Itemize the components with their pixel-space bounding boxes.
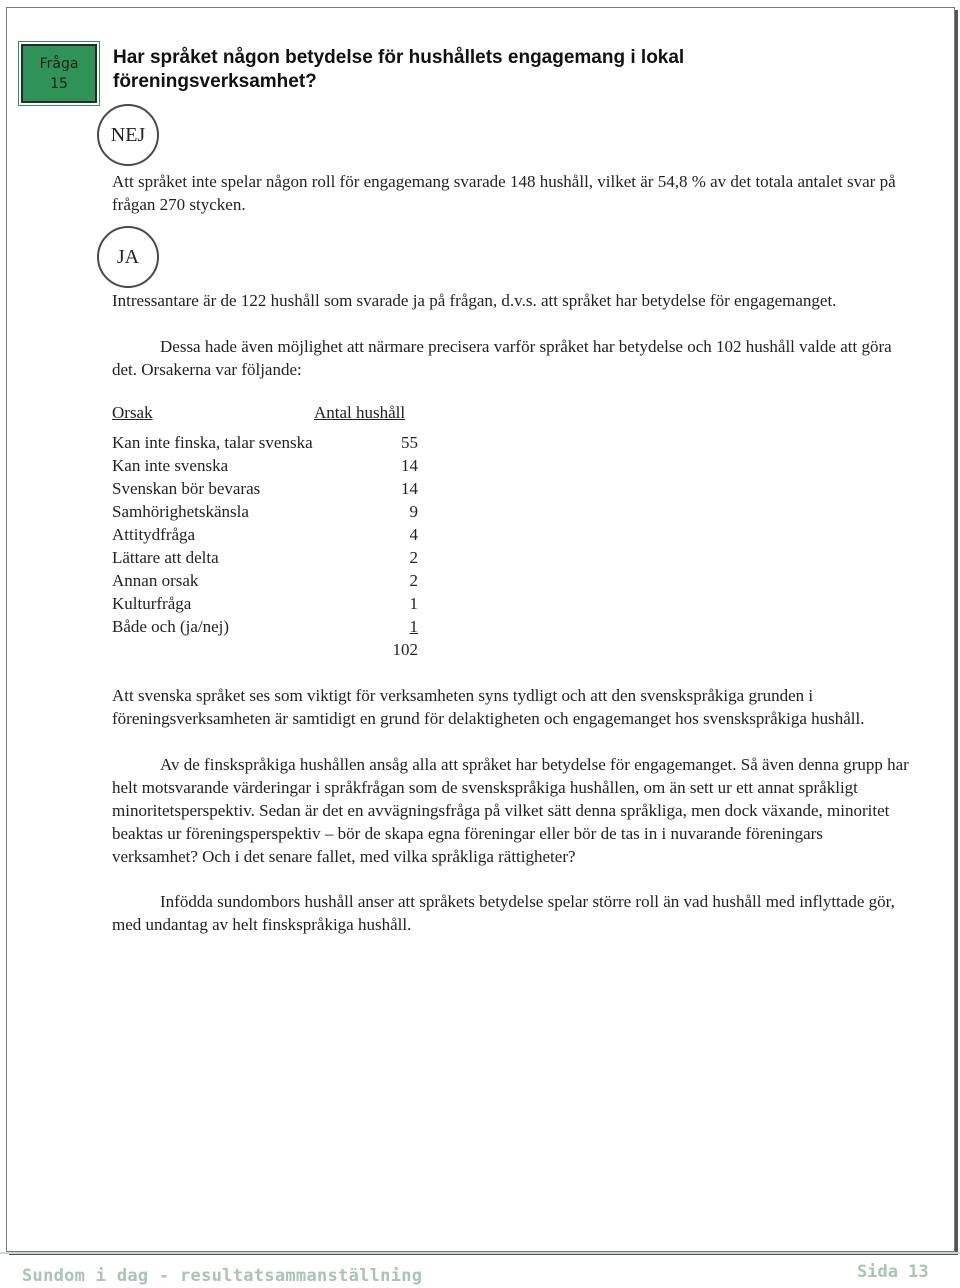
conclusion-paragraph-3: Infödda sundombors hushåll anser att språkets betydelse spelar större roll än vad hushåll med inflyttade gör, med undantag av helt finskspråkiga hushåll.: [112, 892, 895, 934]
conclusion-paragraph-1: Att svenska språket ses som viktigt för verksamheten syns tydligt och att den svenskspråkiga grunden i föreningsverksamheten är samtidigt en grund för delaktigheten och engagemanget hos svenskspråkiga hushåll.: [112, 686, 865, 728]
table-row: [112, 594, 418, 617]
row-reason: Lättare att delta: [112, 548, 219, 567]
row-reason: Kan inte finska, talar svenska: [112, 433, 313, 452]
row-reason: Kan inte svenska: [112, 456, 229, 475]
footer-divider: [0, 1252, 960, 1254]
badge-number: 15: [50, 76, 68, 92]
nej-label: NEJ: [110, 123, 146, 146]
table-row: [112, 617, 418, 640]
table-total-row: [112, 640, 418, 663]
footer-title: Sundom i dag - resultatsammanställning: [22, 1266, 423, 1286]
nej-text: Att språket inte spelar någon roll för engagemang svarade 148 hushåll, vilket är 54,8 % av det totala antalet svar på frågan 270 stycken.: [112, 172, 896, 214]
header-count: Antal hushåll: [314, 403, 406, 422]
table-row: [112, 525, 418, 548]
table-row: [112, 502, 418, 525]
row-count: 14: [401, 456, 418, 475]
row-count: 1: [409, 594, 418, 613]
table-row: [112, 548, 418, 571]
ja-text-1: Intressantare är de 122 hushåll som svarade ja på frågan, d.v.s. att språket har betydelse för engagemanget.: [112, 291, 837, 310]
table-total: 102: [392, 640, 418, 659]
question-badge: [21, 44, 97, 103]
row-reason: Annan orsak: [112, 571, 199, 590]
badge-label: Fråga: [39, 56, 79, 72]
ja-text-2: Dessa hade även möjlighet att närmare precisera varför språket har betydelse och 102 hushåll valde att göra det. Orsakerna var följande:: [112, 337, 892, 379]
table-header: [112, 403, 418, 427]
ja-label: JA: [116, 245, 140, 268]
nej-circle: [97, 104, 159, 166]
row-count: 2: [409, 548, 418, 567]
row-reason: Samhörighetskänsla: [112, 502, 249, 521]
table-row: [112, 571, 418, 594]
question-title: Har språket någon betydelse för hushållets engagemang i lokal föreningsverksamhet?: [113, 47, 685, 92]
row-count: 9: [409, 502, 418, 521]
reasons-table: [112, 403, 418, 663]
row-reason: Svenskan bör bevaras: [112, 479, 261, 498]
row-reason: Attitydfråga: [112, 525, 196, 544]
table-row: [112, 479, 418, 502]
row-count: 55: [401, 433, 418, 452]
row-count: 14: [401, 479, 418, 498]
row-reason: Kulturfråga: [112, 594, 192, 613]
row-count: 4: [409, 525, 418, 544]
page-number: Sida 13: [857, 1262, 929, 1282]
row-count: 1: [409, 617, 418, 636]
table-row: [112, 433, 418, 456]
row-reason: Både och (ja/nej): [112, 617, 230, 636]
row-count: 2: [409, 571, 418, 590]
header-reason: Orsak: [112, 403, 153, 422]
ja-circle: [97, 226, 159, 288]
table-rows: [112, 433, 418, 663]
conclusion-paragraph-2: Av de finskspråkiga hushållen ansåg alla att språket har betydelse för engagemanget. Så även denna grupp har helt motsvarande värderingar i språkfrågan som de svenskspråkiga hushållen, om än sett ur ett annat språkligt minoritetsperspektiv. Sedan är det en avvägningsfråga på vilket sätt denna språkliga, men dock växande, minoritet beaktas ur föreningsperspektiv – bör de skapa egna föreningar eller bör de tas in i nuvarande föreningars verksamhet? Och i det senare fallet, med vilka språkliga rättigheter?: [112, 755, 909, 866]
table-row: [112, 456, 418, 479]
